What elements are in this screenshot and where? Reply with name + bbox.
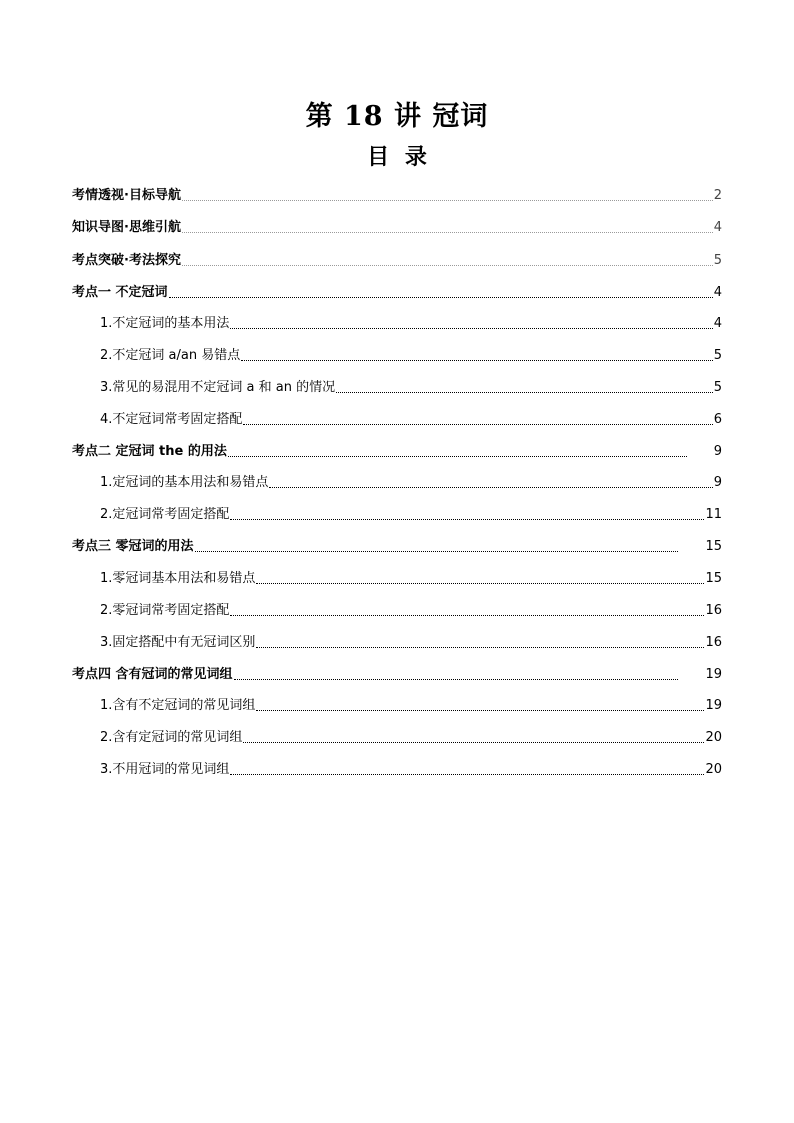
toc-entry-page: 20: [705, 730, 722, 745]
toc-leader-dots: [182, 232, 713, 233]
toc-entry-label: 考点突破·考法探究: [72, 253, 181, 268]
toc-entry-subtopic[interactable]: [100, 409, 722, 429]
toc-entry-page: 16: [705, 603, 722, 618]
toc-entry-label: 3.不用冠词的常见词组: [100, 762, 230, 777]
toc-entry-label: 1.定冠词的基本用法和易错点: [100, 475, 269, 490]
toc-leader-dots: [230, 774, 704, 775]
toc-entry-page: 6: [713, 412, 722, 427]
page-title: 第 18 讲 冠词: [305, 101, 489, 132]
toc-leader-dots: [243, 742, 704, 743]
toc-entry-subtopic[interactable]: [100, 313, 722, 333]
toc-entry-label: 考点一 不定冠词: [72, 285, 168, 300]
toc-entry-label: 1.含有不定冠词的常见词组: [100, 698, 256, 713]
toc-entry-page: 19: [705, 698, 722, 713]
toc-entry-subtopic[interactable]: [100, 727, 722, 747]
toc-entry-subtopic[interactable]: [100, 568, 722, 588]
toc-entry-page: 9: [713, 475, 722, 490]
toc-entry-page: 5: [713, 380, 722, 395]
toc-leader-dots: [269, 487, 712, 488]
toc-entry-page: 2: [713, 188, 722, 203]
toc-entry-page: 4: [713, 285, 722, 300]
toc-entry-subtopic[interactable]: [100, 504, 722, 524]
toc-entry-topic[interactable]: [72, 536, 722, 556]
toc-leader-dots: [230, 519, 704, 520]
toc-leader-dots: [256, 583, 704, 584]
toc-entry-page: 15: [705, 571, 722, 586]
toc-entry-topic[interactable]: [72, 664, 722, 684]
toc-entry-page: 15: [705, 539, 722, 554]
toc-entry-page: 9: [713, 444, 722, 459]
toc-leader-dots: [182, 200, 713, 201]
toc-entry-label: 1.不定冠词的基本用法: [100, 316, 230, 331]
toc-leader-dots: [243, 424, 712, 425]
toc-entry-subtopic[interactable]: [100, 377, 722, 397]
toc-leader-dots: [234, 679, 679, 680]
toc-entry-page: 4: [713, 316, 722, 331]
toc-entry-subtopic[interactable]: [100, 600, 722, 620]
toc-leader-dots: [241, 360, 712, 361]
toc-entry-page: 5: [713, 348, 722, 363]
toc-entry-label: 考点二 定冠词 the 的用法: [72, 444, 227, 459]
toc-entry-section[interactable]: [72, 185, 722, 205]
toc-entry-label: 2.含有定冠词的常见词组: [100, 730, 243, 745]
toc-entry-label: 2.零冠词常考固定搭配: [100, 603, 230, 618]
toc-entry-label: 3.常见的易混用不定冠词 a 和 an 的情况: [100, 380, 336, 395]
toc-entry-page: 19: [705, 667, 722, 682]
toc-entry-label: 考点三 零冠词的用法: [72, 539, 194, 554]
toc-entry-subtopic[interactable]: [100, 345, 722, 365]
toc-leader-dots: [336, 392, 713, 393]
toc-leader-dots: [182, 265, 713, 266]
toc-leader-dots: [169, 297, 713, 298]
toc-entry-section[interactable]: [72, 250, 722, 270]
toc-entry-page: 16: [705, 635, 722, 650]
toc-leader-dots: [256, 710, 704, 711]
toc-entry-page: 20: [705, 762, 722, 777]
toc-entry-label: 2.不定冠词 a/an 易错点: [100, 348, 241, 363]
toc-entry-topic[interactable]: [72, 441, 722, 461]
toc-entry-subtopic[interactable]: [100, 632, 722, 652]
toc-heading: 目 录: [367, 145, 427, 170]
toc-entry-page: 4: [713, 220, 722, 235]
toc-leader-dots: [230, 615, 704, 616]
toc-entry-section[interactable]: [72, 217, 722, 237]
toc-entry-topic[interactable]: [72, 282, 722, 302]
toc-entry-page: 11: [705, 507, 722, 522]
toc-entry-page: 5: [713, 253, 722, 268]
toc-entry-subtopic[interactable]: [100, 695, 722, 715]
toc-entry-label: 3.固定搭配中有无冠词区别: [100, 635, 256, 650]
toc-entry-label: 1.零冠词基本用法和易错点: [100, 571, 256, 586]
toc-entry-subtopic[interactable]: [100, 759, 722, 779]
toc-leader-dots: [230, 328, 712, 329]
toc-leader-dots: [195, 551, 679, 552]
toc-entry-label: 2.定冠词常考固定搭配: [100, 507, 230, 522]
toc-entry-label: 考情透视·目标导航: [72, 188, 181, 203]
toc-entry-label: 4.不定冠词常考固定搭配: [100, 412, 243, 427]
toc-leader-dots: [256, 647, 704, 648]
toc-entry-label: 知识导图·思维引航: [72, 220, 181, 235]
toc-entry-subtopic[interactable]: [100, 472, 722, 492]
toc-leader-dots: [228, 456, 687, 457]
toc-entry-label: 考点四 含有冠词的常见词组: [72, 667, 233, 682]
